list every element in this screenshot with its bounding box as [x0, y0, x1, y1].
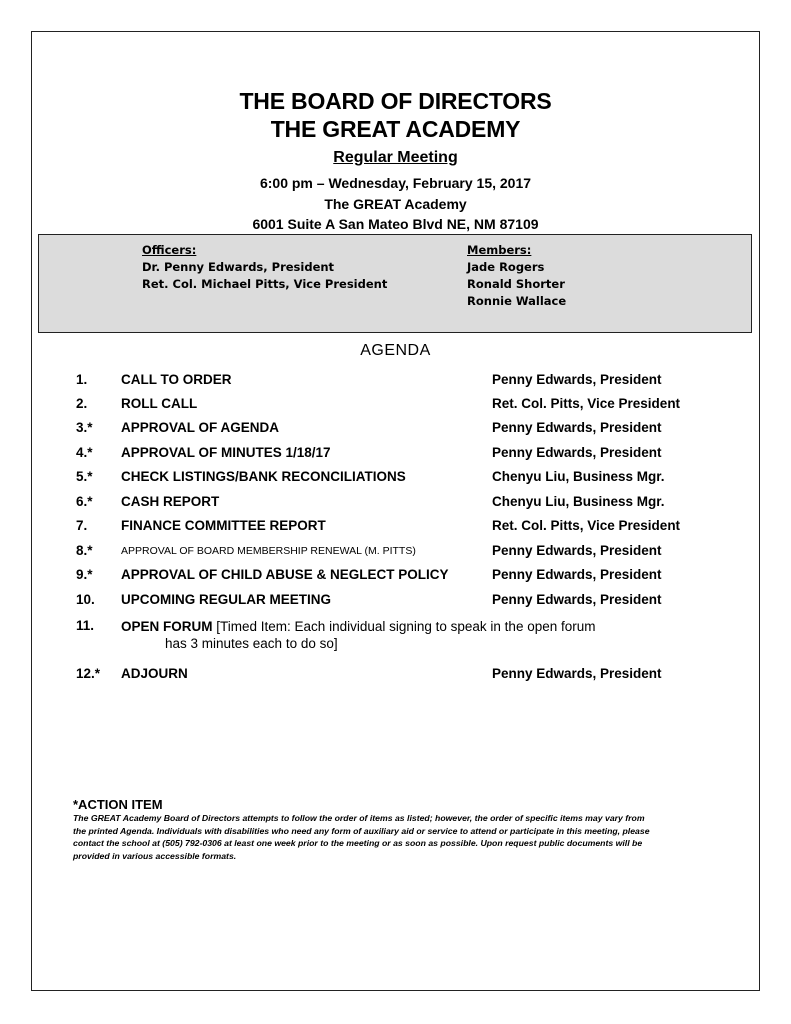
agenda-row [0, 445, 791, 467]
agenda-row [0, 372, 791, 394]
agenda-presenter: Chenyu Liu, Business Mgr. [492, 494, 665, 509]
agenda-number: 4.* [76, 445, 93, 460]
agenda-presenter: Penny Edwards, President [492, 445, 662, 460]
member-name: Ronald Shorter [467, 277, 565, 291]
agenda-presenter: Penny Edwards, President [492, 592, 662, 607]
agenda-number: 3.* [76, 420, 93, 435]
disclaimer-line: provided in various accessible formats. [73, 850, 237, 861]
agenda-item: CALL TO ORDER [121, 372, 232, 387]
agenda-row [0, 567, 791, 589]
agenda-row [0, 396, 791, 418]
agenda-number: 5.* [76, 469, 93, 484]
agenda-item: ROLL CALL [121, 396, 198, 411]
disclaimer-line: contact the school at (505) 792-0306 at least one week prior to the meeting or as soon as possible. Upon request public documents will be [73, 838, 643, 848]
officers-label: Officers: [142, 243, 197, 257]
agenda-number: 2. [76, 396, 88, 411]
agenda-item: APPROVAL OF AGENDA [121, 420, 280, 435]
agenda-item: UPCOMING REGULAR MEETING [121, 592, 332, 607]
agenda-item: FINANCE COMMITTEE REPORT [121, 518, 326, 533]
agenda-number: 8.* [76, 543, 93, 558]
document-title: THE BOARD OF DIRECTORS [239, 88, 552, 114]
agenda-item: CHECK LISTINGS/BANK RECONCILIATIONS [121, 469, 406, 484]
meeting-address: 6001 Suite A San Mateo Blvd NE, NM 87109 [252, 216, 539, 232]
agenda-number: 9.* [76, 567, 93, 582]
agenda-presenter: Penny Edwards, President [492, 420, 662, 435]
officer-name: Ret. Col. Michael Pitts, Vice President [142, 277, 388, 291]
agenda-number: 11. [76, 618, 95, 633]
disclaimer-line: The GREAT Academy Board of Directors attempts to follow the order of items as listed; however, the order of specific items may vary from [73, 813, 645, 823]
footer-disclaimer [73, 812, 763, 862]
board-roster-box [38, 234, 752, 333]
agenda-item: CASH REPORT [121, 494, 220, 509]
meeting-time: 6:00 pm – Wednesday, February 15, 2017 [259, 175, 532, 191]
meeting-type: Regular Meeting [333, 149, 458, 166]
meeting-venue: The GREAT Academy [324, 196, 467, 212]
agenda-presenter: Chenyu Liu, Business Mgr. [492, 469, 665, 484]
officers-column [142, 242, 387, 293]
open-forum-detail: [Timed Item: Each individual signing to speak in the open forum [216, 619, 596, 634]
members-label: Members: [467, 243, 532, 257]
agenda-presenter: Penny Edwards, President [492, 666, 662, 681]
member-name: Jade Rogers [467, 260, 545, 274]
agenda-row [0, 420, 791, 442]
agenda-number: 6.* [76, 494, 93, 509]
members-column [467, 242, 566, 310]
agenda-row [0, 666, 791, 688]
agenda-item: APPROVAL OF MINUTES 1/18/17 [121, 445, 331, 460]
agenda-row [0, 592, 791, 614]
action-item-legend: *ACTION ITEM [73, 797, 163, 812]
member-name: Ronnie Wallace [467, 294, 567, 308]
agenda-number: 10. [76, 592, 95, 607]
agenda-row [0, 494, 791, 516]
agenda-number: 1. [76, 372, 88, 387]
agenda-presenter: Ret. Col. Pitts, Vice President [492, 396, 681, 411]
agenda-row [0, 518, 791, 540]
agenda-item: OPEN FORUM [121, 619, 213, 634]
officer-name: Dr. Penny Edwards, President [142, 260, 335, 274]
agenda-row [0, 543, 791, 565]
agenda-item: APPROVAL OF CHILD ABUSE & NEGLECT POLICY [121, 567, 449, 582]
agenda-presenter: Penny Edwards, President [492, 567, 662, 582]
open-forum-text [121, 618, 641, 652]
agenda-presenter: Ret. Col. Pitts, Vice President [492, 518, 681, 533]
agenda-presenter: Penny Edwards, President [492, 372, 662, 387]
agenda-item: ADJOURN [121, 666, 188, 681]
disclaimer-line: the printed Agenda. Individuals with disabilities who need any form of auxiliary aid or service to attend or participate in this meeting, please [73, 825, 650, 836]
open-forum-detail-continued: has 3 minutes each to do so] [165, 636, 338, 651]
agenda-number: 7. [76, 518, 88, 533]
organization-title: THE GREAT ACADEMY [270, 116, 521, 142]
agenda-item: APPROVAL OF BOARD MEMBERSHIP RENEWAL (M. PITTS) [121, 545, 416, 557]
agenda-presenter: Penny Edwards, President [492, 543, 662, 558]
agenda-row [0, 469, 791, 491]
agenda-number: 12.* [76, 666, 101, 681]
agenda-heading: AGENDA [360, 342, 431, 359]
